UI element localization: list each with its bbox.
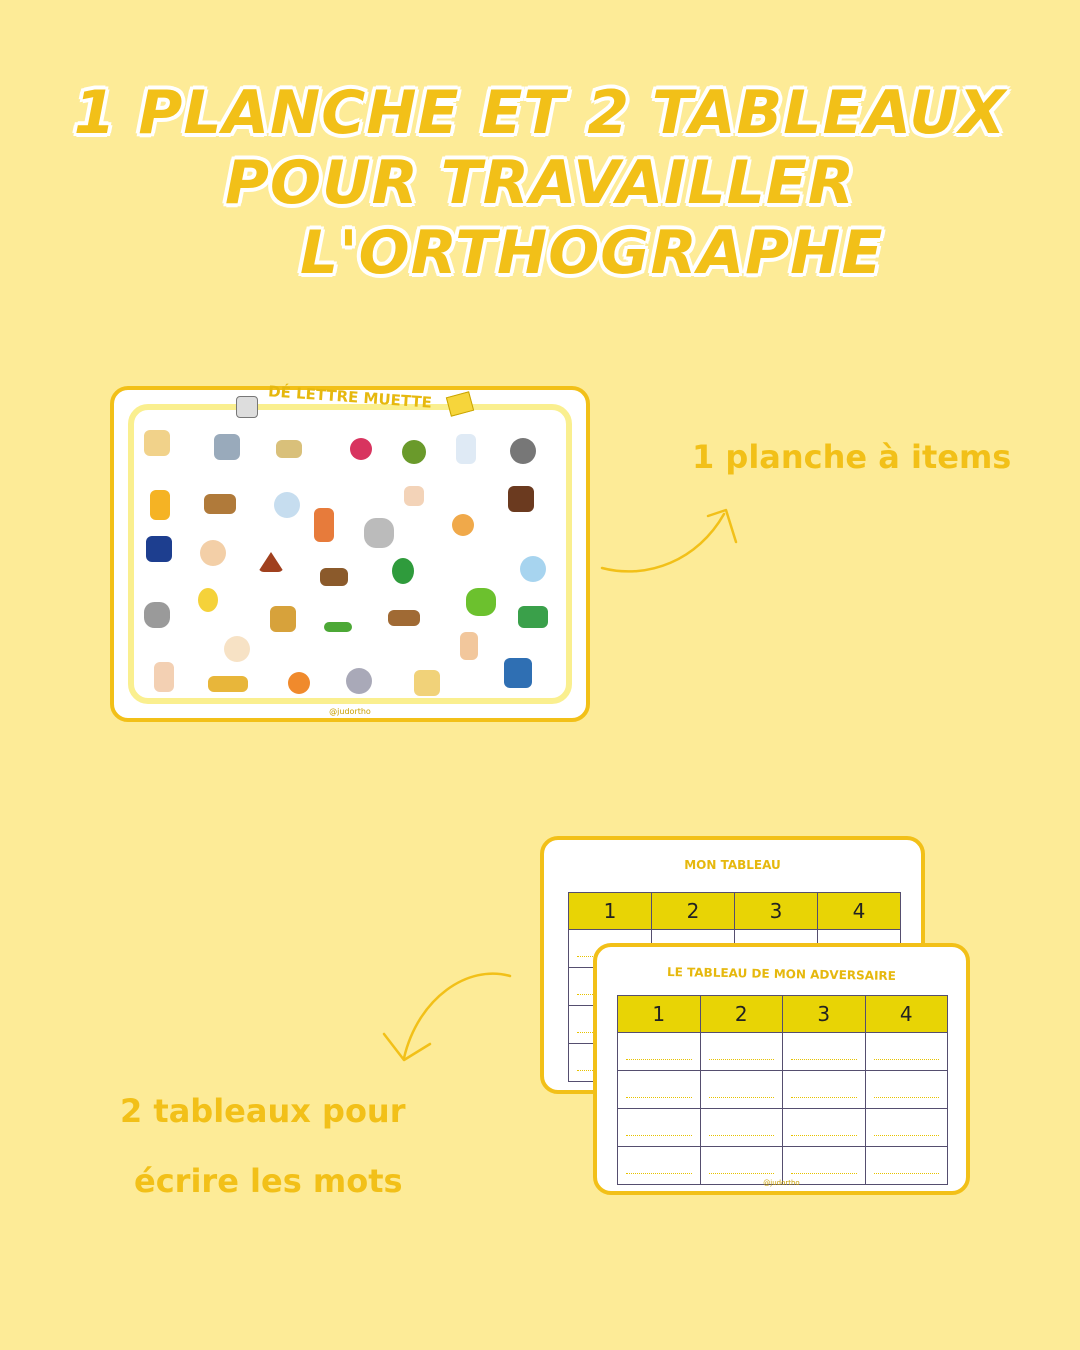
green-blob-icon <box>466 588 496 616</box>
planche-label: 1 planche à items <box>692 438 1012 476</box>
table-row <box>618 1109 948 1147</box>
hand-icon <box>460 632 478 660</box>
cloud-icon <box>274 492 300 518</box>
night-icon <box>146 536 172 562</box>
mon-tableau-title: MON TABLEAU <box>684 858 781 872</box>
tableaux-label-line-1: 2 tableaux pour <box>120 1092 406 1130</box>
window-icon <box>504 658 532 688</box>
chocolate-icon <box>508 486 534 512</box>
milk-icon <box>456 434 476 464</box>
header-3: 3 <box>783 996 866 1033</box>
arrow-right-icon <box>598 500 748 580</box>
plate-icon <box>224 636 250 662</box>
rat-icon <box>510 438 536 464</box>
planche-handle: @judortho <box>329 707 371 716</box>
robot-icon <box>214 434 240 460</box>
tableau-adversaire-grid <box>617 995 948 1185</box>
foot-icon <box>154 662 174 692</box>
avocado-icon <box>402 440 426 464</box>
snake-icon <box>392 558 414 584</box>
money-icon <box>518 606 548 628</box>
header-4: 4 <box>818 893 901 930</box>
mouse-icon <box>346 668 372 694</box>
radish-icon <box>350 438 372 460</box>
header-1: 1 <box>618 996 701 1033</box>
duck-icon <box>198 588 218 612</box>
bridge-icon <box>388 610 420 626</box>
tableaux-label-line-2: écrire les mots <box>134 1162 403 1200</box>
planche-title: DÉ LETTRE MUETTE <box>267 382 433 412</box>
table-row <box>618 1071 948 1109</box>
juice-icon <box>150 490 170 520</box>
bench-icon <box>204 494 236 514</box>
title-line-2: POUR TRAVAILLER <box>224 148 856 218</box>
boy-icon <box>200 540 226 566</box>
lizard-icon <box>324 622 352 632</box>
header-1: 1 <box>569 893 652 930</box>
wood-icon <box>270 606 296 632</box>
header-2: 2 <box>700 996 783 1033</box>
title-line-3: L'ORTHOGRAPHE <box>300 218 884 288</box>
apricot-icon <box>288 672 310 694</box>
header-2: 2 <box>652 893 735 930</box>
header-3: 3 <box>735 893 818 930</box>
weightlifter-icon <box>314 508 334 542</box>
bear-icon <box>520 556 546 582</box>
tableau-adversaire-title: LE TABLEAU DE MON ADVERSAIRE <box>666 965 897 983</box>
desert-icon <box>208 676 248 692</box>
stain-icon <box>364 518 394 548</box>
bed-icon <box>144 430 170 456</box>
crackers-icon <box>414 670 440 696</box>
elephant-icon <box>144 602 170 628</box>
tableau-adversaire-card <box>593 943 970 1195</box>
tableau-handle: @judortho <box>763 1179 800 1187</box>
planche-preview <box>110 382 590 722</box>
header-4: 4 <box>865 996 948 1033</box>
title-line-1: 1 PLANCHE ET 2 TABLEAUX <box>73 78 1007 148</box>
mat-icon <box>276 440 302 458</box>
page-title <box>0 78 1080 288</box>
boy-sun-icon <box>452 514 474 536</box>
arm-icon <box>404 486 424 506</box>
arrow-down-left-icon <box>378 968 518 1068</box>
logs-icon <box>320 568 348 586</box>
table-row <box>618 1033 948 1071</box>
